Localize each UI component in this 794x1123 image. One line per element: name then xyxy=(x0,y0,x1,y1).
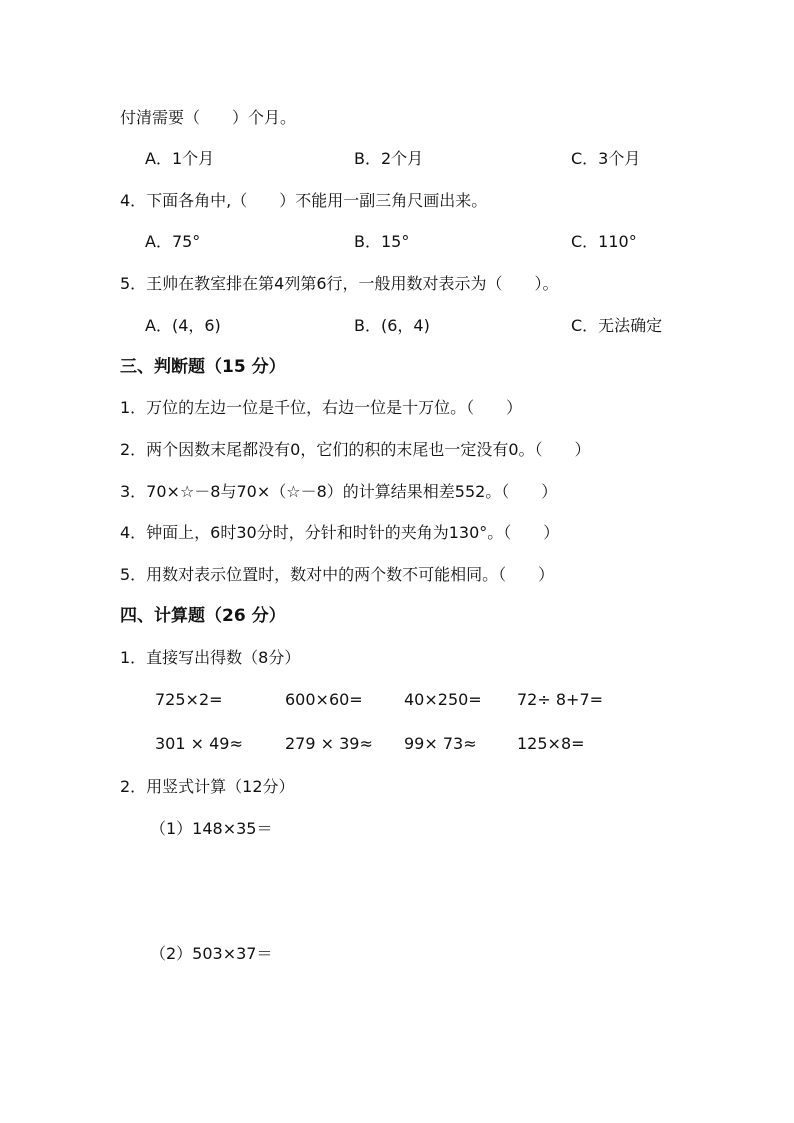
estimate-3: 99× 73≈ xyxy=(404,734,477,753)
oral-calc-4: 72÷ 8+7= xyxy=(517,690,604,709)
q5-option-c: C．无法确定 xyxy=(571,316,663,335)
q4-option-c: C．110° xyxy=(571,232,637,251)
judge-item-4: 4．钟面上，6时30分时，分针和时针的夹角为130°。（ ） xyxy=(120,523,560,542)
judge-item-2: 2．两个因数末尾都没有0，它们的积的末尾也一定没有0。（ ） xyxy=(120,440,591,459)
q3-option-c: C．3个月 xyxy=(571,149,641,168)
q5-option-b: B．(6，4) xyxy=(354,316,430,335)
q5-text: 5．王帅在教室排在第4列第6行，一般用数对表示为（ ）。 xyxy=(120,274,559,293)
oral-calc-1: 725×2= xyxy=(155,690,223,709)
vertical-calc-2: （2）503×37＝ xyxy=(150,944,273,963)
q3-option-a: A．1个月 xyxy=(145,149,215,168)
judge-item-1: 1．万位的左边一位是千位，右边一位是十万位。（ ） xyxy=(120,398,523,417)
q4-text: 4．下面各角中,（ ）不能用一副三角尺画出来。 xyxy=(120,191,488,210)
vertical-calc-1: （1）148×35＝ xyxy=(150,819,273,838)
oral-calc-2: 600×60= xyxy=(285,690,363,709)
estimate-4: 125×8= xyxy=(517,734,585,753)
q5-option-a: A．(4，6) xyxy=(145,316,221,335)
q3-tail: 付清需要（ ）个月。 xyxy=(120,108,297,127)
calc-sub-1: 1．直接写出得数（8分） xyxy=(120,648,301,667)
section-4-title: 四、计算题（26 分） xyxy=(120,606,286,626)
estimate-2: 279 × 39≈ xyxy=(285,734,373,753)
q4-option-b: B．15° xyxy=(354,232,410,251)
judge-item-3: 3．70×☆－8与70×（☆－8）的计算结果相差552。（ ） xyxy=(120,482,558,501)
q3-option-b: B．2个月 xyxy=(354,149,424,168)
judge-item-5: 5．用数对表示位置时，数对中的两个数不可能相同。（ ） xyxy=(120,565,555,584)
estimate-1: 301 × 49≈ xyxy=(155,734,243,753)
section-3-title: 三、判断题（15 分） xyxy=(120,357,286,377)
oral-calc-3: 40×250= xyxy=(404,690,482,709)
calc-sub-2: 2．用竖式计算（12分） xyxy=(120,777,295,796)
q4-option-a: A．75° xyxy=(145,232,201,251)
